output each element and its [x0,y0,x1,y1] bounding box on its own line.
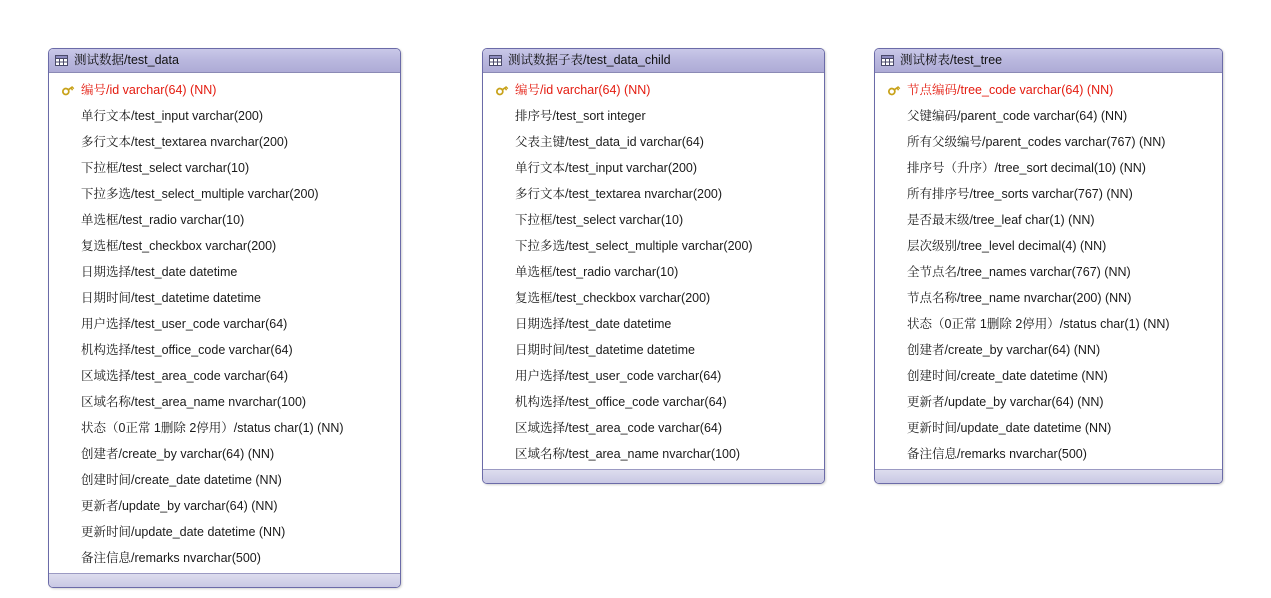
attribute-row-primary-key[interactable] [49,77,400,103]
attribute-label: 备注信息/remarks nvarchar(500) [907,447,1087,461]
attribute-row[interactable] [875,337,1222,363]
entity-table[interactable] [874,48,1223,484]
attribute-row[interactable] [875,415,1222,441]
attribute-row[interactable] [49,103,400,129]
attribute-row[interactable] [875,207,1222,233]
attribute-label: 创建时间/create_date datetime (NN) [81,473,282,487]
entity-attribute-list [483,73,824,469]
attribute-row[interactable] [483,259,824,285]
attribute-label: 下拉框/test_select varchar(10) [515,213,684,227]
attribute-row[interactable] [875,233,1222,259]
attribute-label: 单选框/test_radio varchar(10) [81,213,245,227]
attribute-row[interactable] [483,207,824,233]
attribute-row[interactable] [483,389,824,415]
attribute-label: 全节点名/tree_names varchar(767) (NN) [907,265,1131,279]
attribute-label: 多行文本/test_textarea nvarchar(200) [515,187,723,201]
attribute-row[interactable] [483,155,824,181]
attribute-label: 日期选择/test_date datetime [81,265,238,279]
attribute-row[interactable] [483,129,824,155]
attribute-label: 单选框/test_radio varchar(10) [515,265,679,279]
attribute-label: 单行文本/test_input varchar(200) [81,109,264,123]
entity-attribute-list [875,73,1222,469]
attribute-row[interactable] [875,259,1222,285]
attribute-row[interactable] [483,103,824,129]
entity-footer [483,469,824,483]
attribute-label: 用户选择/test_user_code varchar(64) [515,369,722,383]
attribute-row[interactable] [483,311,824,337]
attribute-row[interactable] [49,207,400,233]
attribute-label: 区域名称/test_area_name nvarchar(100) [515,447,741,461]
attribute-row[interactable] [49,129,400,155]
entity-table[interactable] [48,48,401,588]
primary-key-icon [55,83,81,97]
attribute-label: 节点名称/tree_name nvarchar(200) (NN) [907,291,1132,305]
attribute-row[interactable] [49,181,400,207]
attribute-label: 更新时间/update_date datetime (NN) [907,421,1112,435]
attribute-row[interactable] [49,493,400,519]
attribute-row[interactable] [875,103,1222,129]
attribute-label: 日期选择/test_date datetime [515,317,672,331]
attribute-label: 区域选择/test_area_code varchar(64) [81,369,289,383]
entity-title: 测试数据/test_data [74,53,179,67]
entity-header[interactable] [875,49,1222,73]
table-icon [489,55,508,66]
attribute-label: 复选框/test_checkbox varchar(200) [515,291,711,305]
attribute-label: 排序号（升序）/tree_sort decimal(10) (NN) [907,161,1146,175]
attribute-row[interactable] [875,155,1222,181]
attribute-row[interactable] [483,441,824,467]
attribute-row-primary-key[interactable] [483,77,824,103]
attribute-label: 单行文本/test_input varchar(200) [515,161,698,175]
attribute-row[interactable] [49,285,400,311]
attribute-label: 父表主键/test_data_id varchar(64) [515,135,704,149]
attribute-label: 日期时间/test_datetime datetime [81,291,261,305]
table-icon [881,55,900,66]
attribute-row[interactable] [49,415,400,441]
attribute-label: 排序号/test_sort integer [515,109,646,123]
attribute-row[interactable] [483,285,824,311]
attribute-row[interactable] [49,337,400,363]
attribute-row[interactable] [875,363,1222,389]
primary-key-icon [881,83,907,97]
attribute-label: 创建者/create_by varchar(64) (NN) [81,447,275,461]
attribute-row[interactable] [49,519,400,545]
attribute-row-primary-key[interactable] [875,77,1222,103]
attribute-row[interactable] [49,311,400,337]
attribute-row[interactable] [49,389,400,415]
attribute-row[interactable] [483,181,824,207]
attribute-label: 下拉多选/test_select_multiple varchar(200) [81,187,319,201]
attribute-label: 创建时间/create_date datetime (NN) [907,369,1108,383]
attribute-row[interactable] [49,155,400,181]
attribute-row[interactable] [875,441,1222,467]
entity-header[interactable] [483,49,824,73]
attribute-label: 更新者/update_by varchar(64) (NN) [907,395,1104,409]
attribute-label: 下拉框/test_select varchar(10) [81,161,250,175]
entity-footer [875,469,1222,483]
attribute-label: 区域选择/test_area_code varchar(64) [515,421,723,435]
attribute-label: 编号/id varchar(64) (NN) [515,83,651,97]
attribute-row[interactable] [875,181,1222,207]
attribute-label: 编号/id varchar(64) (NN) [81,83,217,97]
attribute-row[interactable] [483,233,824,259]
entity-attribute-list [49,73,400,573]
primary-key-icon [489,83,515,97]
attribute-row[interactable] [875,285,1222,311]
attribute-row[interactable] [875,311,1222,337]
attribute-label: 更新时间/update_date datetime (NN) [81,525,286,539]
entity-footer [49,573,400,587]
attribute-row[interactable] [49,259,400,285]
attribute-label: 复选框/test_checkbox varchar(200) [81,239,277,253]
attribute-row[interactable] [49,363,400,389]
attribute-label: 下拉多选/test_select_multiple varchar(200) [515,239,753,253]
entity-table[interactable] [482,48,825,484]
attribute-row[interactable] [49,467,400,493]
attribute-row[interactable] [49,441,400,467]
attribute-label: 所有排序号/tree_sorts varchar(767) (NN) [907,187,1133,201]
attribute-label: 备注信息/remarks nvarchar(500) [81,551,261,565]
attribute-label: 更新者/update_by varchar(64) (NN) [81,499,278,513]
attribute-row[interactable] [483,363,824,389]
attribute-row[interactable] [875,129,1222,155]
attribute-row[interactable] [483,337,824,363]
attribute-row[interactable] [49,233,400,259]
attribute-label: 机构选择/test_office_code varchar(64) [515,395,727,409]
entity-title: 测试数据子表/test_data_child [508,53,671,67]
attribute-label: 状态（0正常 1删除 2停用）/status char(1) (NN) [907,317,1170,331]
attribute-label: 节点编码/tree_code varchar(64) (NN) [907,83,1114,97]
attribute-label: 用户选择/test_user_code varchar(64) [81,317,288,331]
attribute-label: 状态（0正常 1删除 2停用）/status char(1) (NN) [81,421,344,435]
attribute-label: 区域名称/test_area_name nvarchar(100) [81,395,307,409]
entity-header[interactable] [49,49,400,73]
entity-title: 测试树表/test_tree [900,53,1003,67]
attribute-label: 所有父级编号/parent_codes varchar(767) (NN) [907,135,1166,149]
attribute-label: 多行文本/test_textarea nvarchar(200) [81,135,289,149]
attribute-label: 是否最末级/tree_leaf char(1) (NN) [907,213,1095,227]
attribute-label: 机构选择/test_office_code varchar(64) [81,343,293,357]
attribute-label: 创建者/create_by varchar(64) (NN) [907,343,1101,357]
table-icon [55,55,74,66]
attribute-label: 父键编码/parent_code varchar(64) (NN) [907,109,1128,123]
attribute-row[interactable] [483,415,824,441]
attribute-row[interactable] [49,545,400,571]
attribute-label: 层次级别/tree_level decimal(4) (NN) [907,239,1107,253]
attribute-label: 日期时间/test_datetime datetime [515,343,695,357]
attribute-row[interactable] [875,389,1222,415]
